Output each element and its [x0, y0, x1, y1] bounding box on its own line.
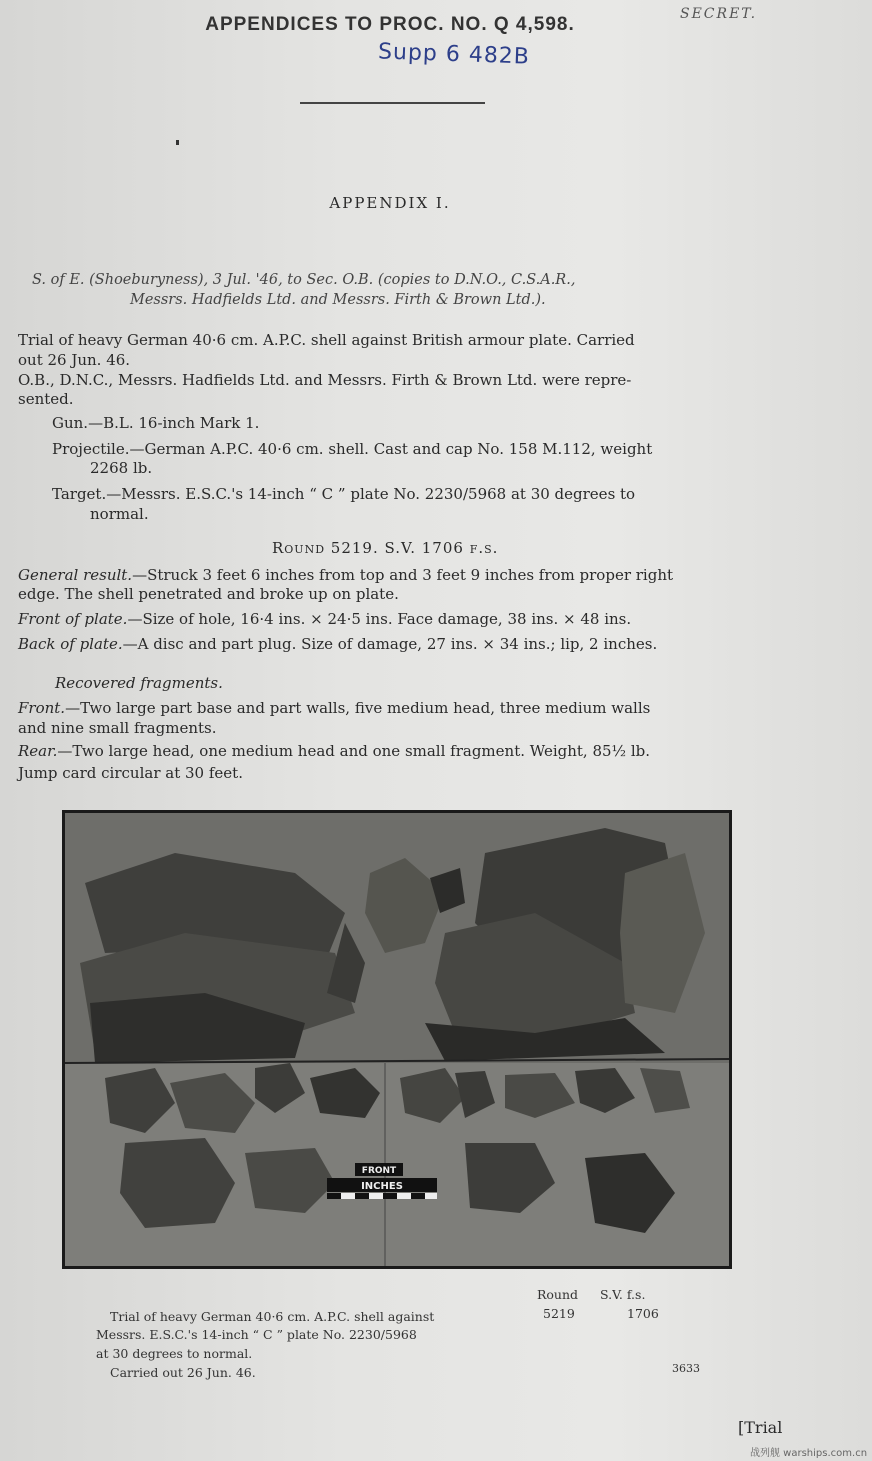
- watermark: 战列舰 warships.com.cn: [750, 1448, 868, 1459]
- fragments-rear-label: Rear.: [18, 742, 58, 760]
- intro-line-3: O.B., D.N.C., Messrs. Hadfields Ltd. and Messrs. Firth & Brown Ltd. were repre-: [18, 371, 632, 389]
- front-of-plate: [18, 610, 631, 628]
- document-title: APPENDICES TO PROC. NO. Q 4,598.: [205, 14, 575, 35]
- back-of-plate: [18, 635, 657, 653]
- memo-header-line-2: Messrs. Hadfields Ltd. and Messrs. Firth & Brown Ltd.).: [130, 292, 546, 308]
- general-result-line-1: [18, 566, 673, 584]
- caption-col-round: Round: [537, 1287, 579, 1302]
- caption-line-4: Carried out 26 Jun. 46.: [110, 1365, 256, 1380]
- fragments-photo-drawing: [65, 813, 729, 1266]
- fragments-front-label: Front.: [18, 699, 66, 717]
- caption-line-2: Messrs. E.S.C.'s 14-inch “ C ” plate No. 2230/5968: [96, 1327, 417, 1342]
- fragments-front-2: and nine small fragments.: [18, 719, 217, 737]
- back-of-plate-text: —A disc and part plug. Size of damage, 27 ins. × 34 ins.; lip, 2 inches.: [122, 635, 658, 653]
- projectile-detail-2: 2268 lb.: [90, 459, 153, 477]
- back-of-plate-label: Back of plate.: [18, 635, 123, 653]
- continuation-word: [Trial: [738, 1418, 783, 1437]
- intro-line-2: out 26 Jun. 46.: [18, 351, 131, 369]
- general-result-line-2: edge. The shell penetrated and broke up on plate.: [18, 585, 399, 603]
- caption-line-3: at 30 degrees to normal.: [96, 1346, 253, 1361]
- target-detail-1: Target.—Messrs. E.S.C.'s 14-inch “ C ” plate No. 2230/5968 at 30 degrees to: [52, 485, 636, 503]
- front-of-plate-text: —Size of hole, 16·4 ins. × 24·5 ins. Face damage, 38 ins. × 48 ins.: [127, 610, 632, 628]
- gun-detail: Gun.—B.L. 16-inch Mark 1.: [52, 414, 260, 432]
- photo-label-inches: INCHES: [361, 1181, 403, 1192]
- fragments-rear-text: —Two large head, one medium head and one small fragment. Weight, 85½ lb.: [57, 742, 651, 760]
- handwritten-note: Supp 6 482B: [377, 39, 531, 70]
- fragments-photograph: [62, 810, 732, 1269]
- memo-header-line-1: S. of E. (Shoeburyness), 3 Jul. '46, to Sec. O.B. (copies to D.N.O., C.S.A.R.,: [32, 272, 576, 288]
- front-of-plate-label: Front of plate.: [18, 610, 128, 628]
- target-detail-2: normal.: [90, 505, 149, 523]
- general-result-label: General result.: [18, 566, 133, 584]
- caption-val-round: 5219: [543, 1306, 575, 1321]
- title-rule: [300, 102, 485, 104]
- fragments-front-text: —Two large part base and part walls, five medium head, three medium walls: [65, 699, 651, 717]
- fragments-heading: Recovered fragments.: [55, 674, 223, 692]
- pen-mark: [176, 140, 179, 145]
- classification-mark: SECRET.: [680, 6, 758, 22]
- fragments-rear-1: [18, 742, 650, 760]
- fragments-front-1: [18, 699, 650, 717]
- projectile-detail-1: Projectile.—German A.P.C. 40·6 cm. shell. Cast and cap No. 158 M.112, weight: [52, 440, 653, 458]
- fragments-rear-2: Jump card circular at 30 feet.: [18, 764, 243, 782]
- appendix-title: APPENDIX I.: [329, 194, 451, 212]
- caption-val-sv: 1706: [627, 1306, 659, 1321]
- round-heading: Round 5219. S.V. 1706 f.s.: [272, 539, 499, 557]
- photo-label-front: FRONT: [361, 1166, 397, 1176]
- caption-line-1: Trial of heavy German 40·6 cm. A.P.C. shell against: [110, 1309, 435, 1324]
- intro-line-4: sented.: [18, 390, 74, 408]
- intro-line-1: Trial of heavy German 40·6 cm. A.P.C. shell against British armour plate. Carried: [18, 331, 635, 349]
- caption-col-sv: S.V. f.s.: [600, 1287, 646, 1302]
- general-result-text: —Struck 3 feet 6 inches from top and 3 feet 9 inches from proper right: [132, 566, 674, 584]
- photo-number: 3633: [672, 1362, 700, 1375]
